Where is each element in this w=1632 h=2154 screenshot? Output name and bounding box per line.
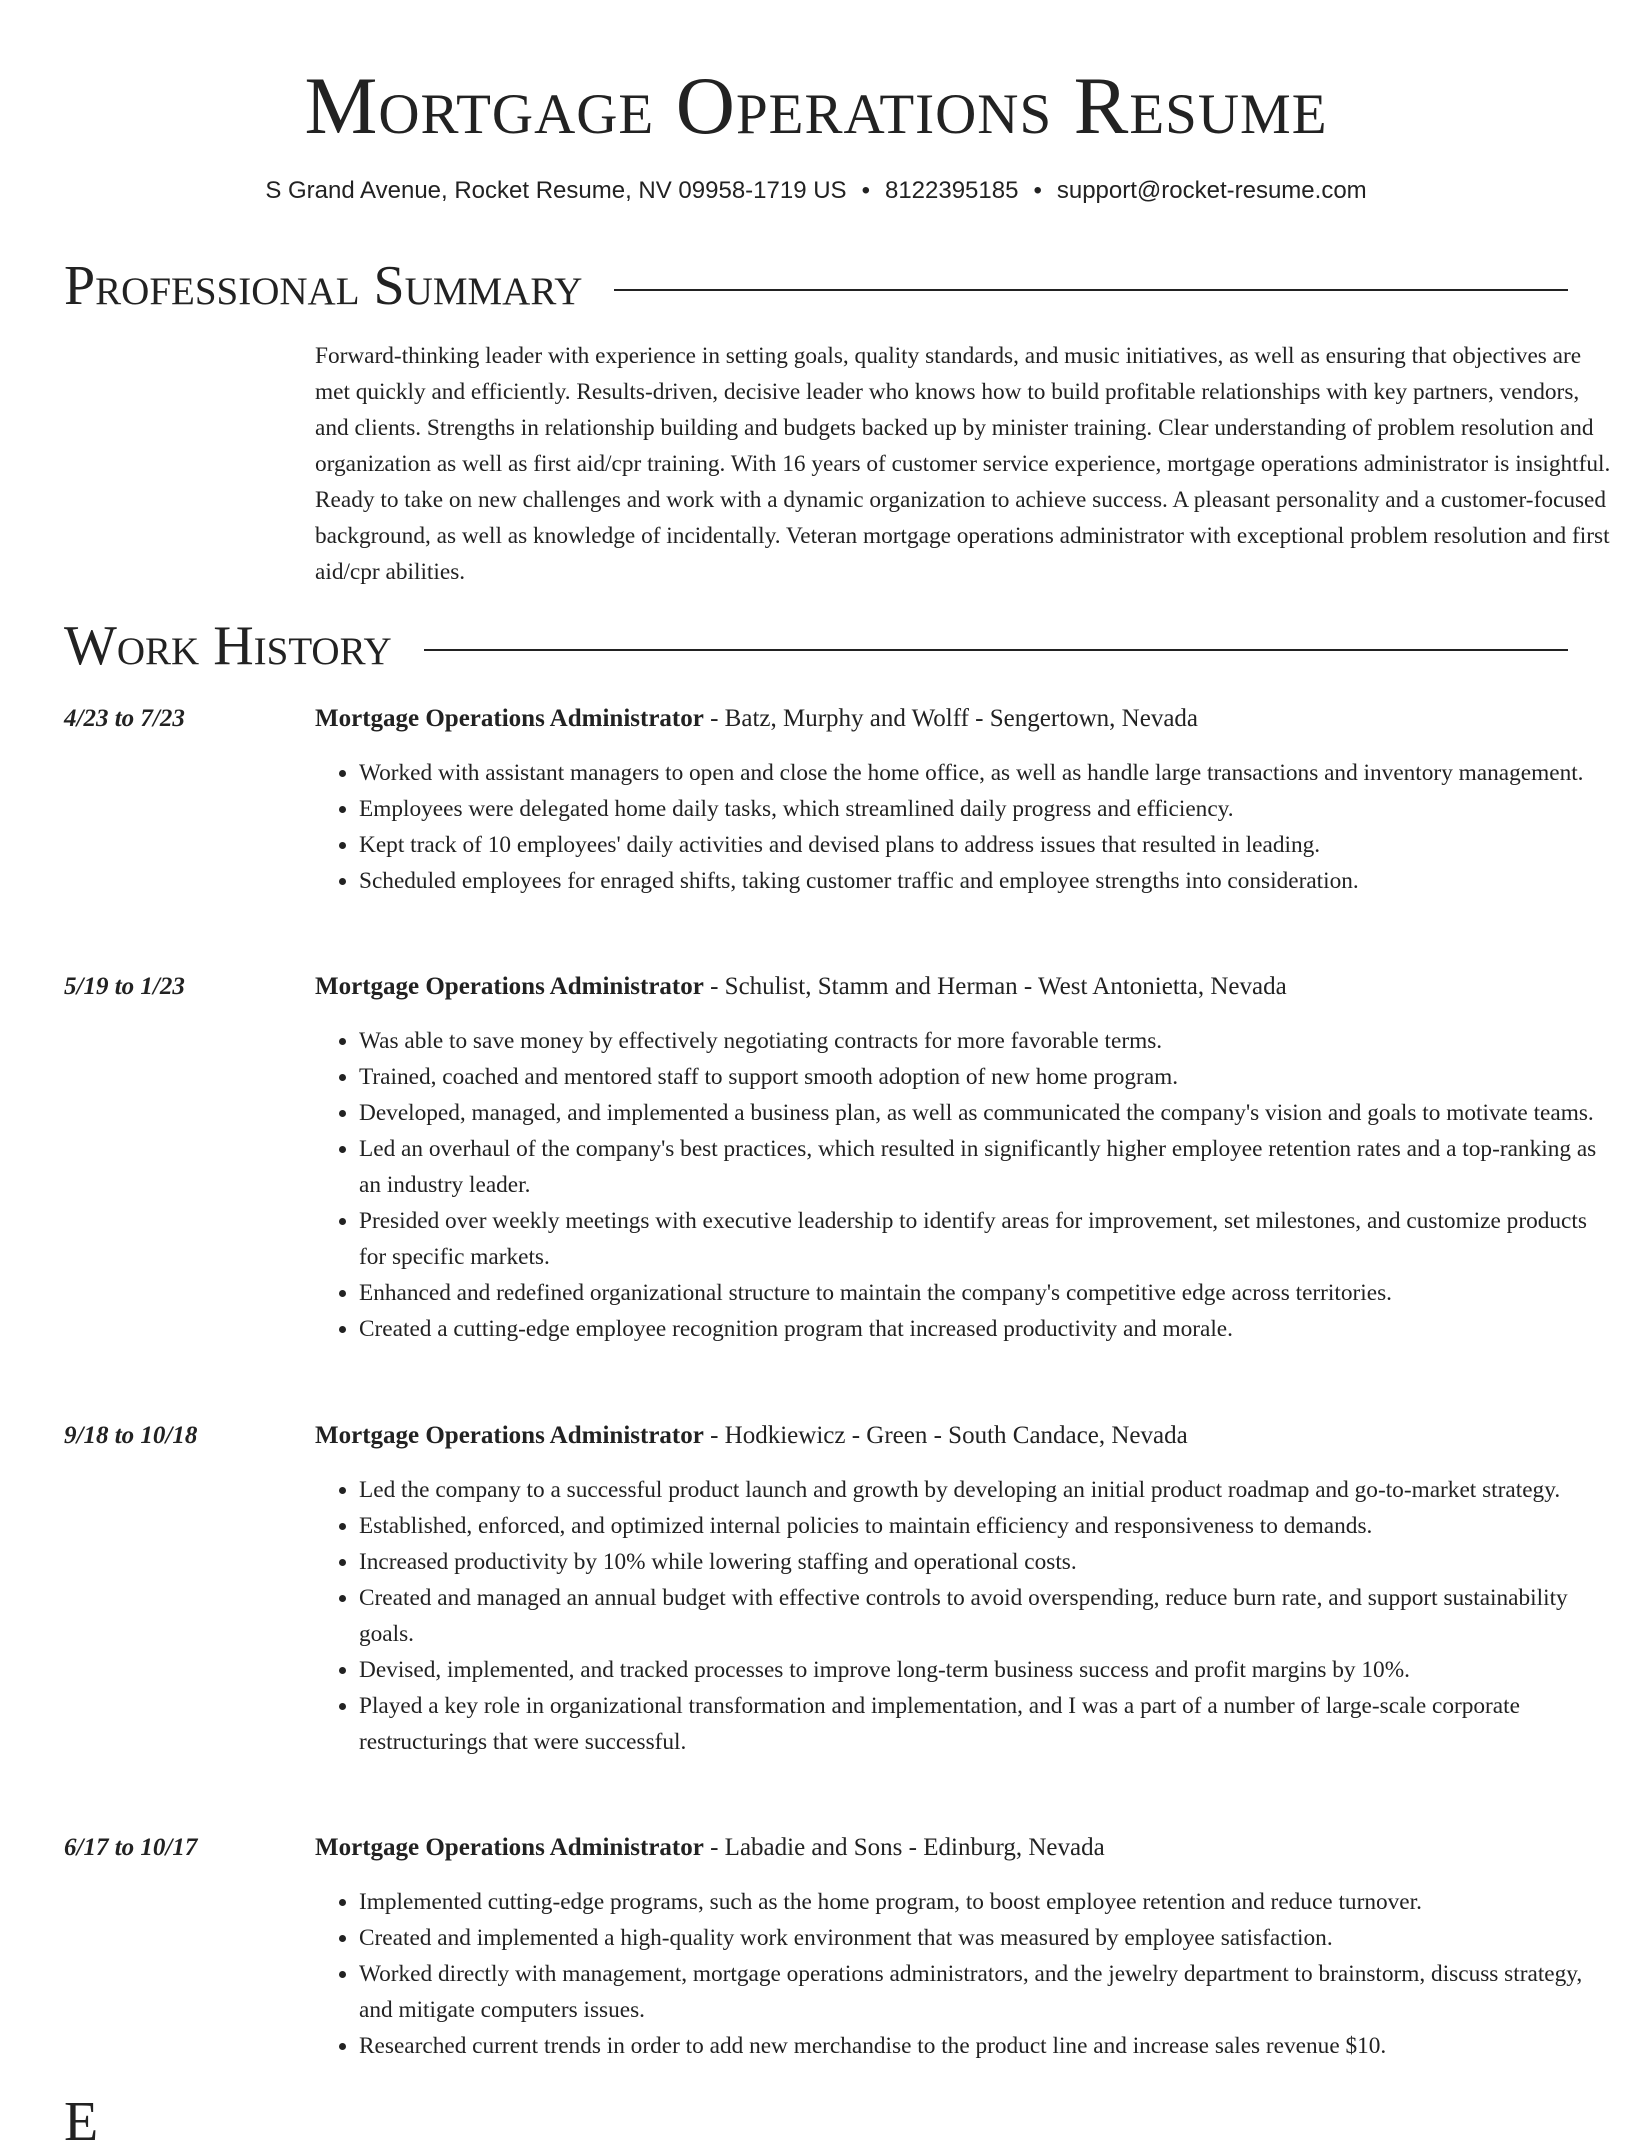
job-headline: [315, 1830, 1568, 1866]
job-bullet: • Worked with assistant managers to open and close the home office, as well as handle large transactions and inventory management.: [359, 755, 1612, 791]
job-bullet: • Created and managed an annual budget with effective controls to avoid overspending, reduce burn rate, and support sustainability goals.: [359, 1580, 1612, 1652]
contact-address: S Grand Avenue, Rocket Resume, NV 09958-1719 US: [265, 177, 847, 204]
job-details: - Schulist, Stamm and Herman - West Antonietta, Nevada: [703, 973, 1287, 1000]
job-role: Mortgage Operations Administrator: [315, 1834, 704, 1861]
job-bullet: • Created a cutting-edge employee recognition program that increased productivity and morale.: [359, 1311, 1612, 1347]
job-dates: 9/18 to 10/18: [64, 1422, 198, 1449]
job-details: - Batz, Murphy and Wolff - Sengertown, Nevada: [703, 705, 1199, 732]
job-bullets: [315, 1472, 1612, 1760]
section-divider: [424, 649, 1568, 651]
job-bullets: [315, 755, 1612, 899]
job-bullet: • Employees were delegated home daily tasks, which streamlined daily progress and efficiency.: [359, 791, 1612, 827]
job-bullet: • Played a key role in organizational transformation and implementation, and I was a part of a number of large-scale corporate restructurings that were successful.: [359, 1688, 1612, 1760]
job-bullet: • Was able to save money by effectively negotiating contracts for more favorable terms.: [359, 1023, 1612, 1059]
summary-text: Forward-thinking leader with experience in setting goals, quality standards, and music initiatives, as well as ensuring that objectives are met quickly and efficiently. Results-driven, decisive leader who knows how to build profitable relationships with key partners, vendors, and clients. Strengths in relationship building and budgets backed up by minister training. Clear understanding of problem resolution and organization as well as first aid/cpr training. With 16 years of customer service experience, mortgage operations administrator is insightful. Ready to take on new challenges and work with a dynamic organization to achieve success. A pleasant personality and a customer-focused background, as well as knowledge of incidentally. Veteran mortgage operations administrator with exceptional problem resolution and first aid/cpr abilities.: [315, 343, 1611, 585]
job-dates: 4/23 to 7/23: [64, 705, 185, 732]
job-dates: 5/19 to 1/23: [64, 973, 185, 1000]
job-headline: [315, 701, 1568, 737]
job-bullet: • Scheduled employees for enraged shifts, taking customer traffic and employee strengths into consideration.: [359, 863, 1612, 899]
job-bullet: • Presided over weekly meetings with executive leadership to identify areas for improvement, set milestones, and customize products for specific markets.: [359, 1203, 1612, 1275]
job-role: Mortgage Operations Administrator: [315, 973, 704, 1000]
section-divider: [614, 289, 1568, 291]
job-dates: 6/17 to 10/17: [64, 1834, 198, 1861]
contact-phone: 8122395185: [884, 177, 1019, 204]
job-bullet: • Established, enforced, and optimized internal policies to maintain efficiency and responsiveness to demands.: [359, 1508, 1612, 1544]
job-bullet: • Increased productivity by 10% while lowering staffing and operational costs.: [359, 1544, 1612, 1580]
work-heading: Work History: [64, 615, 392, 677]
job-bullet: • Led an overhaul of the company's best practices, which resulted in significantly higher employee retention rates and a top-ranking as an industry leader.: [359, 1131, 1612, 1203]
contact-email: support@rocket-resume.com: [1056, 177, 1367, 204]
job-bullet: • Kept track of 10 employees' daily activities and devised plans to address issues that resulted in leading.: [359, 827, 1612, 863]
job-bullet: • Enhanced and redefined organizational structure to maintain the company's competitive edge across territories.: [359, 1275, 1612, 1311]
job-details: - Labadie and Sons - Edinburg, Nevada: [703, 1834, 1105, 1861]
job-bullet: • Worked directly with management, mortgage operations administrators, and the jewelry department to brainstorm, discuss strategy, and mitigate computers issues.: [359, 1956, 1612, 2028]
job-bullets: [315, 1023, 1612, 1347]
job-role: Mortgage Operations Administrator: [315, 1422, 704, 1449]
job-bullet: • Devised, implemented, and tracked processes to improve long-term business success and profit margins by 10%.: [359, 1652, 1612, 1688]
job-bullet: • Researched current trends in order to add new merchandise to the product line and increase sales revenue $10.: [359, 2028, 1612, 2064]
job-bullet: • Developed, managed, and implemented a business plan, as well as communicated the company's vision and goals to motivate teams.: [359, 1095, 1612, 1131]
job-bullet: • Created and implemented a high-quality work environment that was measured by employee satisfaction.: [359, 1920, 1612, 1956]
job-headline: [315, 969, 1568, 1005]
contact-separator: •: [861, 177, 870, 204]
job-bullet: • Trained, coached and mentored staff to support smooth adoption of new home program.: [359, 1059, 1612, 1095]
work-heading-row: [64, 614, 1568, 678]
summary-heading: Professional Summary: [64, 255, 583, 317]
job-bullet: • Led the company to a successful product launch and growth by developing an initial product roadmap and go-to-market strategy.: [359, 1472, 1612, 1508]
job-headline: [315, 1418, 1568, 1454]
summary-heading-row: [64, 254, 1568, 318]
job-bullets: [315, 1884, 1612, 2064]
job-bullet: • Implemented cutting-edge programs, such as the home program, to boost employee retention and reduce turnover.: [359, 1884, 1612, 1920]
contact-separator: •: [1033, 177, 1042, 204]
job-role: Mortgage Operations Administrator: [315, 705, 704, 732]
contact-line: [64, 174, 1568, 208]
job-details: - Hodkiewicz - Green - South Candace, Nevada: [703, 1422, 1188, 1449]
resume-title: Mortgage Operations Resume: [304, 60, 1328, 151]
next-section-heading: E: [64, 2091, 99, 2153]
